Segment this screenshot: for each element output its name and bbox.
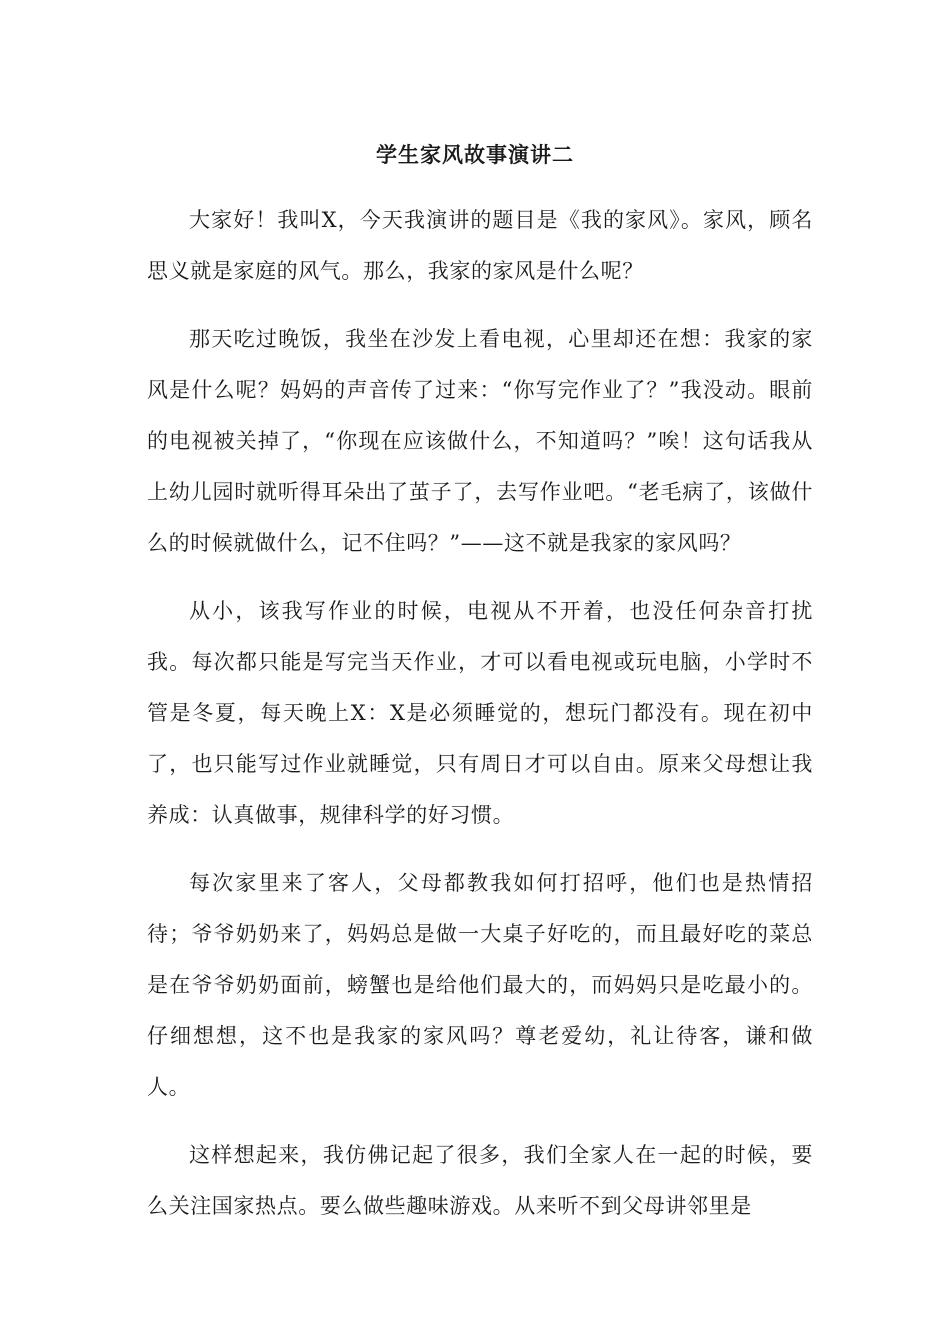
document-title: 学生家风故事演讲二 (376, 142, 574, 167)
document-body (147, 195, 813, 1249)
paragraph-4: 每次家里来了客人，父母都教我如何打招呼，他们也是热情招待；爷爷奶奶来了，妈妈总是做一大桌子好吃的，而且最好吃的菜总是在爷爷奶奶面前，螃蟹也是给他们最大的，而妈妈只是吃最小的。仔细想想，这不也是我家的家风吗？尊老爱幼，礼让待客，谦和做人。 (147, 871, 813, 1099)
paragraph-1: 大家好！我叫X，今天我演讲的题目是《我的家风》。家风，顾名思义就是家庭的风气。那么，我家的家风是什么呢？ (147, 208, 813, 283)
paragraph-3: 从小，该我写作业的时候，电视从不开着，也没任何杂音打扰我。每次都只能是写完当天作业，才可以看电视或玩电脑，小学时不管是冬夏，每天晚上X：X是必须睡觉的，想玩门都没有。现在初中了，也只能写过作业就睡觉，只有周日才可以自由。原来父母想让我养成：认真做事，规律科学的好习惯。 (147, 599, 813, 827)
paragraph-5: 这样想起来，我仿佛记起了很多，我们全家人在一起的时候，要么关注国家热点。要么做些趣味游戏。从来听不到父母讲邻里是 (147, 1143, 813, 1218)
paragraph-2: 那天吃过晚饭，我坐在沙发上看电视，心里却还在想：我家的家风是什么呢？妈妈的声音传了过来：“你写完作业了？”我没动。眼前的电视被关掉了，“你现在应该做什么，不知道吗？”唉！这句话我从上幼儿园时就听得耳朵出了茧子了，去写作业吧。“老毛病了，该做什么的时候就做什么，记不住吗？”——这不就是我家的家风吗？ (147, 327, 813, 555)
